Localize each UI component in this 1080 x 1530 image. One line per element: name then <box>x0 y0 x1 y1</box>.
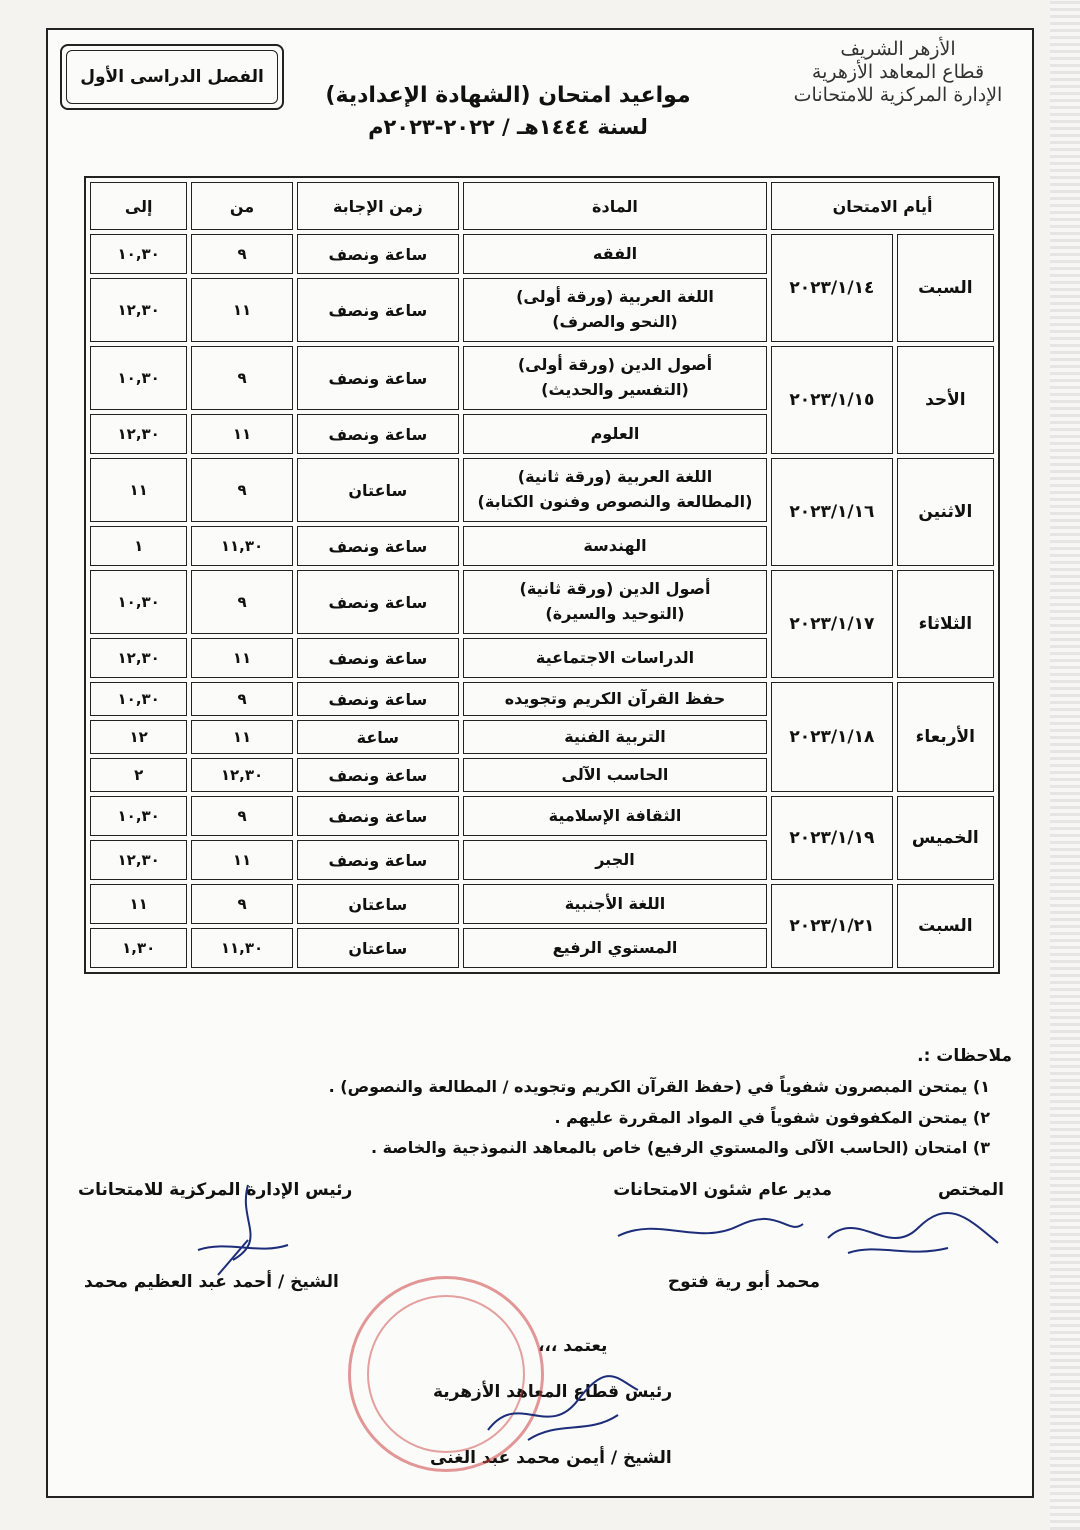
title-line: مواعيد امتحان (الشهادة الإعدادية) <box>325 83 691 108</box>
exam-date: ٢٠٢٣/١/٢١ <box>771 884 893 968</box>
subject-cell <box>463 682 767 716</box>
duration-cell: ساعة ونصف <box>297 796 459 836</box>
subject-cell <box>463 720 767 754</box>
to-time: ١٢,٣٠ <box>90 638 187 678</box>
subject-line: أصول الدين (ورقة ثانية) <box>519 579 711 599</box>
table-row <box>90 458 994 522</box>
subject-line: اللغة الأجنبية <box>564 893 666 913</box>
duration-cell: ساعة ونصف <box>297 638 459 678</box>
from-time: ١١ <box>191 840 292 880</box>
subject-cell <box>463 796 767 836</box>
exam-day: الثلاثاء <box>897 570 994 678</box>
exam-schedule-table <box>84 176 1000 974</box>
exam-day: الاثنين <box>897 458 994 566</box>
duration-cell: ساعتان <box>297 884 459 924</box>
head-title: رئيس الإدارة المركزية للامتحانات <box>78 1180 353 1200</box>
subject-cell <box>463 840 767 880</box>
exam-day: السبت <box>897 884 994 968</box>
duration-cell: ساعة ونصف <box>297 758 459 792</box>
exam-date: ٢٠٢٣/١/١٩ <box>771 796 893 880</box>
table-row <box>90 884 994 924</box>
exam-date: ٢٠٢٣/١/١٧ <box>771 570 893 678</box>
from-time: ٩ <box>191 570 292 634</box>
table-row <box>90 796 994 836</box>
subject-line: الهندسة <box>583 535 647 555</box>
approve-label: يعتمد ،،، <box>538 1336 608 1356</box>
header-days: أيام الامتحان <box>771 182 994 230</box>
duration-cell: ساعة ونصف <box>297 570 459 634</box>
note-item: ٣) امتحان (الحاسب الآلى والمستوي الرفيع) خاص بالمعاهد النموذجية والخاصة . <box>370 1138 990 1158</box>
to-time: ١١ <box>90 884 187 924</box>
notes-section <box>72 1040 1012 1163</box>
subject-line: (التوحيد والسيرة) <box>545 604 685 623</box>
subject-line: العلوم <box>590 423 640 443</box>
semester-label: الفصل الدراسى الأول <box>80 67 264 87</box>
brand-line: الإدارة المركزية للامتحانات <box>793 84 1003 107</box>
to-time: ١٢,٣٠ <box>90 414 187 454</box>
duration-cell: ساعة ونصف <box>297 234 459 274</box>
exam-date: ٢٠٢٣/١/١٨ <box>771 682 893 792</box>
to-time: ١٠,٣٠ <box>90 570 187 634</box>
to-time: ١٠,٣٠ <box>90 796 187 836</box>
title-year: لسنة ١٤٤٤هـ / ٢٠٢٢-٢٠٢٣م <box>368 114 648 139</box>
to-time: ١,٣٠ <box>90 928 187 968</box>
subject-line: (النحو والصرف) <box>552 312 678 331</box>
subject-line: الفقه <box>592 243 638 263</box>
exam-date: ٢٠٢٣/١/١٥ <box>771 346 893 454</box>
exam-date: ٢٠٢٣/١/١٦ <box>771 458 893 566</box>
duration-cell: ساعتان <box>297 928 459 968</box>
subject-cell <box>463 234 767 274</box>
document-page <box>46 28 1034 1498</box>
from-time: ٩ <box>191 234 292 274</box>
exam-day: الأحد <box>897 346 994 454</box>
from-time: ١١,٣٠ <box>191 928 292 968</box>
subject-cell <box>463 458 767 522</box>
subject-line: التربية الفنية <box>564 726 666 746</box>
subject-line: الحاسب الآلى <box>561 764 669 784</box>
sector-title: رئيس قطاع المعاهد الأزهرية <box>433 1382 673 1402</box>
duration-cell: ساعة ونصف <box>297 414 459 454</box>
notes-title: ملاحظات :. <box>917 1046 1012 1066</box>
document-title <box>298 80 718 142</box>
subject-line: حفظ القرآن الكريم وتجويده <box>504 688 726 708</box>
to-time: ٢ <box>90 758 187 792</box>
from-time: ١٢,٣٠ <box>191 758 292 792</box>
binder-edge <box>1050 0 1080 1530</box>
sector-name: الشيخ / أيمن محمد عبد الغنى <box>430 1448 672 1468</box>
from-time: ٩ <box>191 884 292 924</box>
subject-line: أصول الدين (ورقة أولى) <box>517 355 713 375</box>
duration-cell: ساعتان <box>297 458 459 522</box>
header-subject: المادة <box>463 182 767 230</box>
subject-cell <box>463 526 767 566</box>
sector-signature <box>468 1360 648 1450</box>
semester-box <box>60 44 284 110</box>
subject-cell <box>463 346 767 410</box>
subject-cell <box>463 928 767 968</box>
subject-line: (المطالعة والنصوص وفنون الكتابة) <box>477 492 753 511</box>
manager-name: محمد أبو رية فتوح <box>667 1272 820 1292</box>
subject-cell <box>463 758 767 792</box>
duration-cell: ساعة ونصف <box>297 346 459 410</box>
to-time: ١٢,٣٠ <box>90 278 187 342</box>
duration-cell: ساعة ونصف <box>297 840 459 880</box>
table-row <box>90 682 994 716</box>
head-signature <box>178 1180 298 1290</box>
duration-cell: ساعة ونصف <box>297 526 459 566</box>
subject-cell <box>463 570 767 634</box>
institution-header <box>778 38 1018 108</box>
subject-line: اللغة العربية (ورقة ثانية) <box>517 467 713 487</box>
exam-day: السبت <box>897 234 994 342</box>
manager-title: مدير عام شئون الامتحانات <box>613 1180 832 1200</box>
exam-day: الأربعاء <box>897 682 994 792</box>
subject-cell <box>463 414 767 454</box>
head-name: الشيخ / أحمد عبد العظيم محمد <box>84 1272 339 1292</box>
subject-line: اللغة العربية (ورقة أولى) <box>516 287 714 307</box>
header-duration: زمن الإجابة <box>297 182 459 230</box>
exam-day: الخميس <box>897 796 994 880</box>
from-time: ٩ <box>191 796 292 836</box>
subject-cell <box>463 638 767 678</box>
from-time: ١١ <box>191 720 292 754</box>
table-row <box>90 234 994 274</box>
header-from: من <box>191 182 292 230</box>
to-time: ١ <box>90 526 187 566</box>
duration-cell: ساعة ونصف <box>297 278 459 342</box>
to-time: ١٢,٣٠ <box>90 840 187 880</box>
subject-line: الدراسات الاجتماعية <box>535 647 695 667</box>
subject-line: الثقافة الإسلامية <box>548 805 682 825</box>
from-time: ٩ <box>191 682 292 716</box>
table-row <box>90 346 994 410</box>
subject-line: الجبر <box>595 849 635 869</box>
subject-line: المستوي الرفيع <box>552 937 678 957</box>
specialist-signature <box>818 1198 1008 1268</box>
table-header-row <box>90 182 994 230</box>
from-time: ٩ <box>191 346 292 410</box>
duration-cell: ساعة ونصف <box>297 682 459 716</box>
manager-signature <box>608 1206 808 1256</box>
to-time: ١٢ <box>90 720 187 754</box>
from-time: ١١ <box>191 414 292 454</box>
note-item: ٢) يمتحن المكفوفون شفوياً في المواد المقررة عليهم . <box>554 1107 990 1127</box>
from-time: ١١ <box>191 278 292 342</box>
from-time: ٩ <box>191 458 292 522</box>
to-time: ١٠,٣٠ <box>90 346 187 410</box>
brand-line: قطاع المعاهد الأزهرية <box>811 61 985 84</box>
to-time: ١٠,٣٠ <box>90 234 187 274</box>
from-time: ١١ <box>191 638 292 678</box>
subject-line: (التفسير والحديث) <box>541 380 689 399</box>
specialist-title: المختص <box>938 1180 1004 1200</box>
header-to: إلى <box>90 182 187 230</box>
exam-date: ٢٠٢٣/١/١٤ <box>771 234 893 342</box>
table-row <box>90 570 994 634</box>
to-time: ١٠,٣٠ <box>90 682 187 716</box>
note-item: ١) يمتحن المبصرون شفوياً في (حفظ القرآن الكريم وتجويده / المطالعة والنصوص) . <box>328 1077 990 1097</box>
duration-cell: ساعة <box>297 720 459 754</box>
subject-cell <box>463 278 767 342</box>
subject-cell <box>463 884 767 924</box>
to-time: ١١ <box>90 458 187 522</box>
brand-line: الأزهر الشريف <box>840 38 956 60</box>
from-time: ١١,٣٠ <box>191 526 292 566</box>
